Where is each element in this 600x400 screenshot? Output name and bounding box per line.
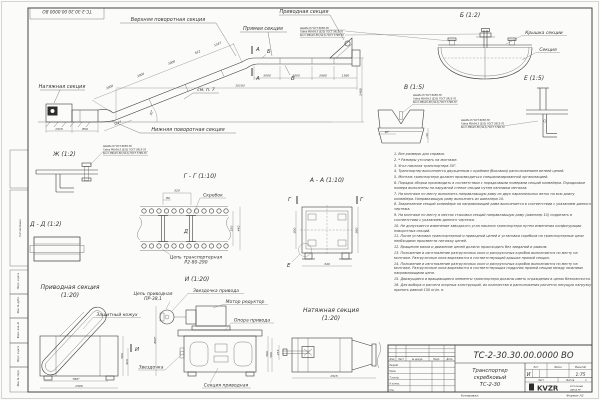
label-straight-section: Прямая секция	[243, 26, 283, 32]
svg-text:Гайка М8-6Н.5 (S10) ГОСТ 5915-: Гайка М8-6Н.5 (S10) ГОСТ 5915-70	[103, 148, 147, 152]
dim-aa-380: 380	[354, 227, 359, 234]
fastener-note-e	[461, 119, 538, 129]
dim-v-90: 90*	[384, 131, 390, 134]
svg-text:Болт М8х25.58 (S13) ГОСТ 7798-: Болт М8х25.58 (S13) ГОСТ 7798-70	[461, 126, 505, 130]
dim-drive-560: 560	[120, 353, 124, 359]
mark-d: Д	[184, 229, 188, 235]
dim-bottom-2: 850	[82, 127, 88, 131]
dim-incline-5: 1347	[213, 40, 222, 48]
svg-text:Болт М8х25.58 (S13) ГОСТ 7798-: Болт М8х25.58 (S13) ГОСТ 7798-70	[300, 34, 344, 38]
dim-tension-255: 255	[276, 349, 280, 356]
dim-bottom-1: 1515	[55, 127, 63, 131]
tb-col-izm: Изм	[389, 358, 395, 361]
tension-view-scale: (1:20)	[321, 315, 341, 322]
label-scraper: Скребок	[203, 193, 223, 199]
drive-section-view	[38, 284, 141, 388]
frame-label-podp-2: Подп. и дата	[17, 345, 20, 363]
label-drive-support: Опора привода	[233, 318, 271, 324]
dim-horiz-1: 3000	[263, 73, 271, 78]
dim-drive-1500: 1500	[75, 384, 83, 388]
detail-aa	[287, 177, 364, 269]
top-stamp	[30, 8, 104, 19]
dim-drive-780: 780*	[72, 377, 80, 381]
label-section-cover: Крышка секции	[525, 31, 563, 36]
tb-col-list: Лист	[398, 358, 404, 361]
logo-text: KVZR	[537, 384, 559, 393]
label-conveyor-chain: Цепь транспортерная	[169, 255, 223, 261]
label-conveyor-chain-model: Р2-80-290	[184, 260, 208, 266]
dim-total-length: 10163	[235, 83, 245, 88]
note-item: 11. После установки транспортерной и приводной цепей и установки скребков на транспортерные цепи необходимо произвести натяжку цепей.	[394, 234, 584, 244]
dim-gg-320-top: 320	[174, 188, 180, 193]
tb-row-prov: Пров.	[389, 370, 397, 374]
tb-drawing-code: ТС-2-30.30.00.0000 ВО	[473, 351, 574, 361]
svg-text:Гайка М8-6Н.5 (S10) ГОСТ 5915-: Гайка М8-6Н.5 (S10) ГОСТ 5915-70	[300, 30, 344, 34]
main-view	[38, 9, 480, 133]
svg-text:Шайба 8 ГОСТ 6958-78: Шайба 8 ГОСТ 6958-78	[413, 94, 442, 97]
tb-col-sign: Подп.	[433, 358, 440, 361]
note-item: 16. Для выбора и расчета опорных конструкций, их количества и расположения расчетно несущую нагрузку принять равной 150 кг/м. п.	[394, 282, 592, 292]
tb-col-date: Дата	[446, 358, 453, 361]
tb-sheets-value: 1	[585, 379, 587, 382]
detail-gg-title: Г - Г (1:10)	[183, 173, 217, 180]
svg-text:Шайба 8 ГОСТ 6958-78: Шайба 8 ГОСТ 6958-78	[103, 145, 132, 148]
dim-bottom-3: 1247	[113, 119, 122, 127]
note-item: 6. Порядок сборки производить в соответствии с порядковыми номерами секций конвейера. Порядковые номера выполнены на наружной стенке секции путем наплавки металла.	[394, 181, 586, 190]
dim-height: 5480	[358, 88, 363, 96]
svg-text:Болт М8х25.58 (S13) ГОСТ 7798-: Болт М8х25.58 (S13) ГОСТ 7798-70	[413, 101, 457, 105]
note-item: 4. Транспортер выполняется двухцепным с крайним (боковым) расположением ветвей цепей.	[394, 169, 565, 174]
dim-angle: 30°	[148, 109, 155, 116]
frame-label-vzam-inv: Взам. инв. №	[17, 321, 20, 339]
mark-e: Е	[287, 263, 291, 269]
dim-gg-80: 80	[166, 196, 170, 200]
dim-drive-310: 310	[125, 359, 129, 365]
label-section: Секция	[539, 48, 557, 53]
label-lower-turn-section: Нижняя поворотная секция	[151, 127, 225, 133]
detail-dd	[29, 221, 84, 261]
tb-mass-label: Масса	[554, 366, 562, 369]
i-view-title: И (1:20)	[184, 276, 210, 283]
tb-scale-label: Масштаб	[575, 366, 586, 369]
detail-zh	[36, 145, 148, 192]
title-block	[388, 345, 592, 393]
dim-i-560: 560	[265, 351, 269, 357]
mark-g-left: Г	[288, 197, 292, 203]
tb-lit-value: И	[526, 372, 531, 379]
frame-label-inv-podl: Инв. № подл.	[17, 369, 20, 387]
note-item: 8. Закрепление секций конвейера на направляющей раме выполняется в соответствии с указанием данного чертежа.	[394, 202, 592, 212]
dim-aa-300: 300	[292, 227, 297, 234]
dim-horiz-2: 3000	[292, 73, 300, 78]
tb-lit-label: Лит.	[533, 366, 539, 369]
mark-g-right: Г	[360, 197, 364, 203]
detail-zh-title: Ж (1:2)	[53, 151, 76, 158]
detail-v-title: В (1:5)	[404, 84, 425, 91]
dim-aa-340: 340	[324, 261, 330, 266]
note-item: 7. На монтаже по месту выполнить направляющую раму из двух параллельных веток на всю длину конвейера. Направляющую раму выполнить из швеллера 10.	[394, 191, 575, 201]
mark-v: В	[291, 76, 295, 82]
tension-view-title: Натяжная секция	[302, 307, 360, 314]
detail-gg	[137, 173, 240, 266]
label-see-note-7: см. п. 7	[197, 88, 215, 93]
tb-row-utv: Утв.	[389, 388, 395, 392]
note-item: 9. На монтаже по месту в местах стыковки секций направляющую раму (швеллер 10) подрезать в соответствии с указанием данного чертежа.	[394, 213, 573, 222]
dim-gg-440: 440	[236, 225, 241, 232]
frame-label-soglasovano: Согласовано	[19, 219, 22, 237]
copied-label: Копировал:	[460, 393, 480, 398]
note-item: 2. * Размеры уточнить на монтаже.	[394, 157, 458, 162]
label-tension-section: Натяжная секция	[38, 84, 86, 90]
drive-view-title: Приводная секция	[40, 284, 100, 291]
dim-tension-560: 560	[269, 352, 273, 358]
label-drive-section: Приводная секция	[279, 9, 329, 15]
frame-label-podp-1: Подп. и дата	[17, 272, 20, 290]
logo-sub-2: ЗАВОД РФ	[570, 389, 581, 392]
label-sprocket: Звездочка	[138, 365, 164, 371]
mark-b: Б	[267, 49, 271, 55]
mark-a-top: А	[256, 47, 260, 53]
detail-b-title: Б (1:2)	[459, 12, 481, 19]
label-drive-chain-model: ПР-38,1	[144, 297, 162, 302]
svg-text:Гайка М8-6Н.5 (S10) ГОСТ 5915-: Гайка М8-6Н.5 (S10) ГОСТ 5915-70	[413, 97, 457, 101]
frame-label-inv-dubl: Инв. № дубл.	[17, 296, 20, 314]
svg-text:Шайба 8 ГОСТ 6958-78: Шайба 8 ГОСТ 6958-78	[300, 27, 329, 30]
logo-sub-1: КОТЕЛЬНЫЙ	[570, 386, 583, 388]
dim-incline-4: 612	[194, 49, 202, 55]
note-item: 5. Монтаж транспортера должен производиться специализированной организацией.	[394, 175, 549, 180]
label-motor-reducer: Мотор редуктор	[225, 300, 265, 305]
drive-view-scale: (1:20)	[60, 292, 80, 299]
tension-section-view	[269, 307, 381, 378]
tb-row-razrab: Разраб.	[389, 364, 399, 367]
dim-incline-1: 3000	[105, 83, 114, 91]
detail-e-title: Е (1:5)	[524, 75, 545, 82]
tb-doc-name-1: Транспортер	[472, 368, 508, 374]
dim-horiz-4: 1560	[341, 73, 350, 78]
label-drive-section-item: Секция приводная	[203, 383, 249, 389]
mark-a-bottom: А	[256, 76, 260, 82]
note-item: 10. Не допускается изменение заводского угла наклона транспортера путем изменения конфигурации поворотных секций.	[394, 223, 582, 233]
format-label: Формат А2	[566, 393, 584, 398]
detail-b	[438, 12, 567, 79]
note-item: 14. Положение и изготовление разгрузочных окон и разгрузочных коробов выполняются по месту на монтаже. Разгрузочные окна вырезаются в соответствующих поддонах прямой секции между нижними направляющими цепи.	[394, 261, 583, 276]
fastener-note-main	[300, 27, 480, 41]
dim-incline-2: 3000	[136, 71, 145, 79]
note-item: 13. Положение и изготовление разгрузочных окон и разгрузочных коробов выполняются по месту на монтаже. Разгрузочные окна вырезаются в соответствующей крышке прямой секции.	[394, 250, 578, 260]
dim-gg-320-right: 320	[229, 225, 234, 232]
tb-scale-value: 1:75	[575, 372, 586, 378]
tb-col-doc: № докум.	[411, 358, 424, 361]
label-drive-chain: Цепь приводная	[133, 292, 173, 297]
dim-horiz-3: 2660	[319, 73, 327, 78]
dim-v-50: ~50	[426, 133, 429, 139]
tb-row-nkontr: Н.контр.	[389, 382, 400, 386]
detail-v	[378, 84, 458, 143]
label-drive-sprocket: Звездочка привода	[192, 289, 240, 294]
left-frame-strip	[10, 150, 28, 392]
tb-doc-name-3: ТС-2-30	[479, 382, 501, 388]
note-item: 15. Движущиеся и вращающиеся элементы транспортера должны иметь ограждения в целях безопасности.	[394, 277, 591, 282]
tb-sheets-label: Листов	[565, 379, 575, 382]
fastener-note-zh	[90, 145, 148, 165]
note-item: 3. Угол наклона транспортера 30°.	[394, 163, 457, 168]
dim-i-800: 800*	[153, 336, 157, 344]
mark-i-view: И	[135, 347, 140, 353]
label-protective-casing: Защитный кожух	[96, 313, 138, 318]
detail-dd-title: Д - Д (1:2)	[30, 221, 62, 228]
company-logo	[529, 384, 583, 393]
tb-doc-name-2: скребковый	[473, 375, 507, 381]
dim-incline-3: 3000	[167, 59, 176, 66]
tb-row-tkontr: Т.контр.	[389, 376, 400, 380]
technical-notes	[394, 152, 593, 294]
detail-aa-title: А - А (1:10)	[309, 177, 345, 184]
label-upper-turn-section: Верхняя поворотная секция	[130, 17, 206, 23]
svg-text:Шайба 8 ГОСТ 6958-78: Шайба 8 ГОСТ 6958-78	[461, 119, 490, 122]
svg-text:Болт М8х25.58 (S13) ГОСТ 7798-: Болт М8х25.58 (S13) ГОСТ 7798-70	[103, 152, 147, 156]
stamp-code: ТС-2-30.30.00.0000 ВО	[42, 9, 92, 15]
detail-e	[461, 75, 568, 137]
tb-sheet-label: Лист	[538, 379, 544, 382]
svg-text:Гайка М8-6Н.5 (S10) ГОСТ 5915-: Гайка М8-6Н.5 (S10) ГОСТ 5915-70	[461, 122, 505, 126]
i-view	[134, 276, 274, 389]
note-item: 1. Все размеры для справок.	[394, 152, 446, 156]
dim-tension-1515: 1515	[330, 374, 338, 378]
note-item: 12. Вращение валов и движение цепей должно происходить без заеданий и рывков.	[394, 245, 548, 250]
